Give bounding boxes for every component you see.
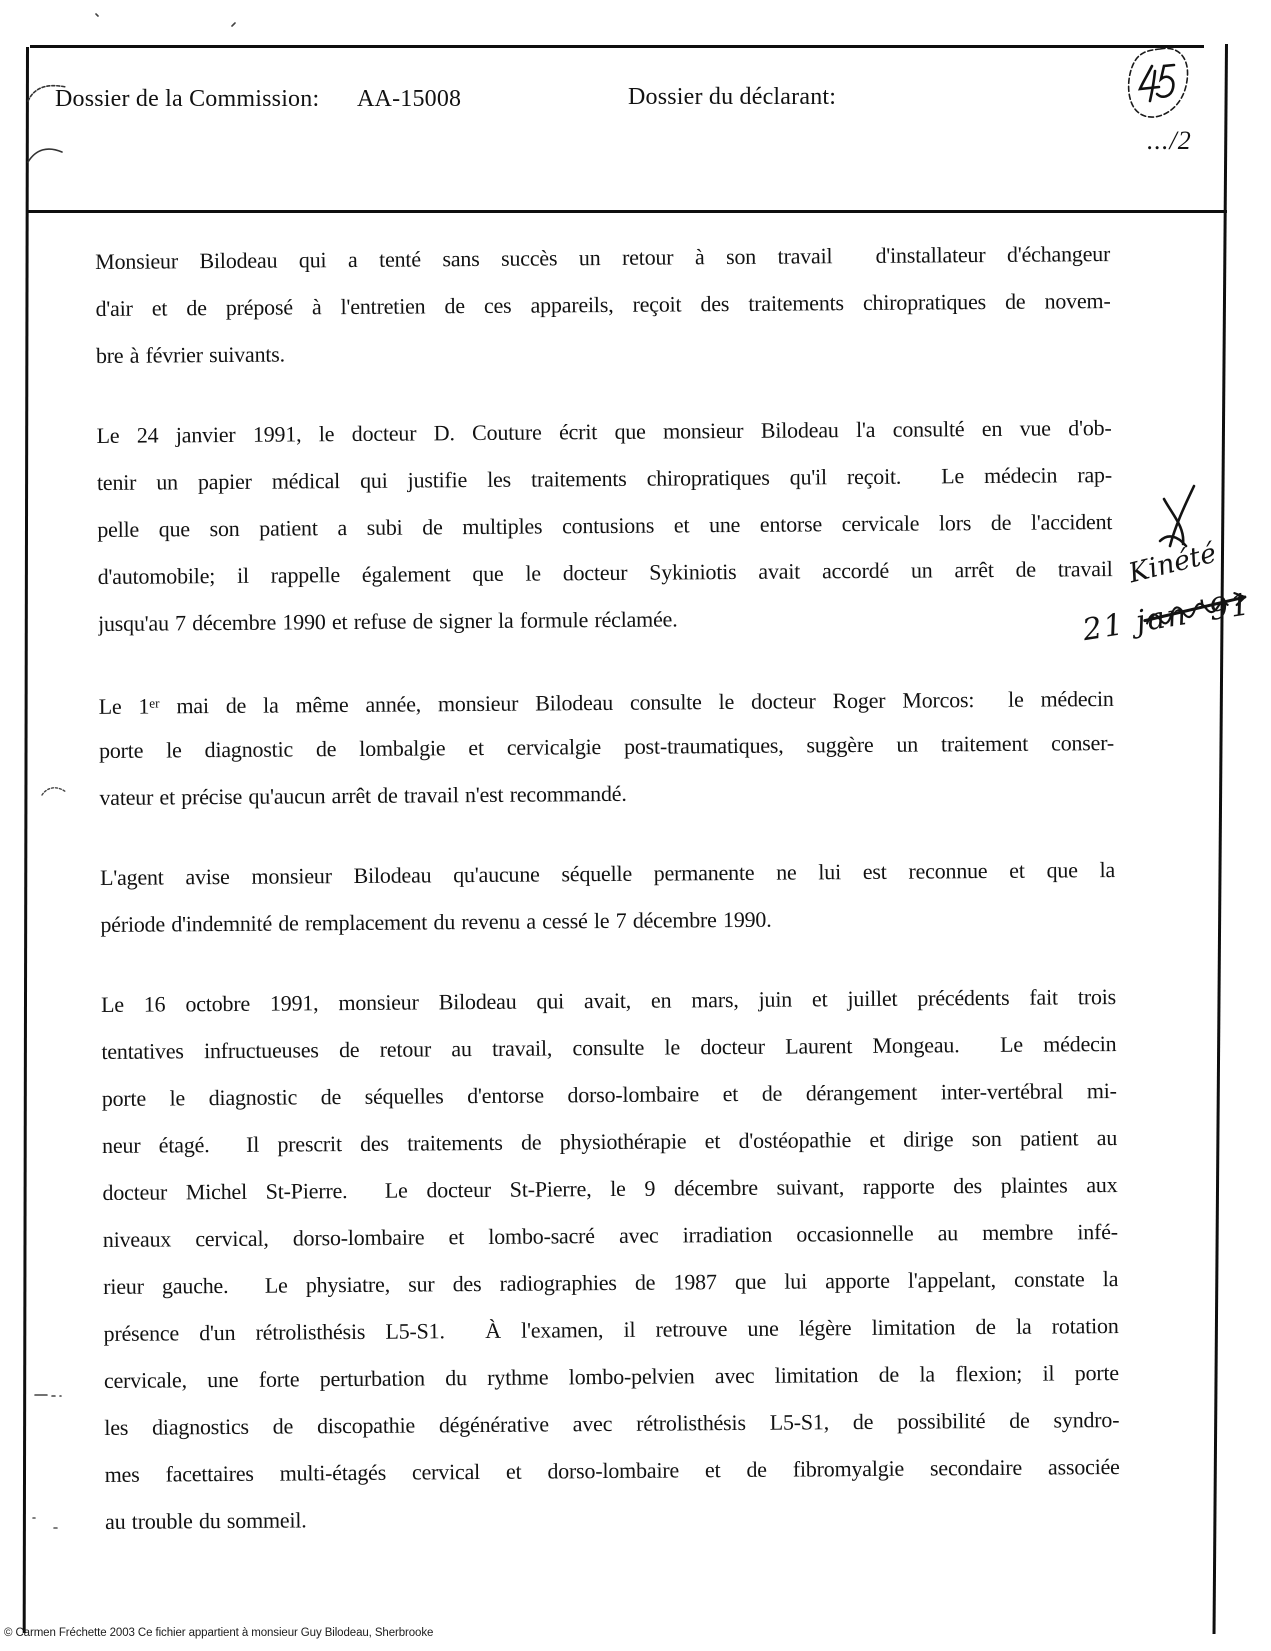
text-line: jusqu'au 7 décembre 1990 et refuse de signer la formule réclamée. (97, 606, 678, 636)
text-line: pelle que son patient a subi de multiples contusions et une entorse cervicale lors de l'accident (97, 509, 1113, 542)
text-line: d'air et de préposé à l'entretien de ces appareils, reçoit des traitements chiropratiques de novem- (95, 288, 1111, 321)
text-line: porte le diagnostic de lombalgie et cervicalgie post-traumatiques, suggère un traitement conser- (98, 730, 1115, 763)
commission-file-label: Dossier de la Commission: (55, 86, 320, 112)
top-scan-speck (92, 8, 242, 36)
text-line: d'automobile; il rappelle également que le docteur Sykiniotis avait accordé un arrêt de travail (97, 556, 1113, 589)
page-indicator: .../2 (1147, 126, 1192, 155)
text-line: au trouble du sommeil. (104, 1507, 307, 1534)
text-line: tenir un papier médical qui justifie les traitements chiropratiques qu'il reçoit. Le médecin rap- (96, 462, 1112, 495)
paragraph (100, 846, 1116, 948)
footer-copyright: © Carmen Fréchette 2003 Ce fichier appartient à monsieur Guy Bilodeau, Sherbrooke (4, 1627, 434, 1639)
paragraph (101, 973, 1120, 1545)
text-line: Le 1er mai de la même année, monsieur Bilodeau consulte le docteur Roger Morcos: le médecin (98, 685, 1114, 719)
text-line: vateur et précise qu'aucun arrêt de travail n'est recommandé. (99, 780, 627, 810)
handwritten-circled-45 (1122, 44, 1200, 126)
text-line: période d'indemnité de remplacement du revenu a cessé le 7 décembre 1990. (100, 906, 772, 937)
text-line: cervicale, une forte perturbation du rythme lombo-pelvien avec limitation de la flexion; il porte (103, 1359, 1120, 1393)
paragraph (98, 672, 1114, 821)
text-line: présence d'un rétrolisthésis L5-S1. À l'examen, il retrouve une légère limitation de la rotation (103, 1312, 1119, 1346)
declarant-file-label: Dossier du déclarant: (628, 84, 837, 110)
margin-pen-mark (26, 80, 68, 104)
margin-scan-speck (34, 1390, 64, 1400)
text-line: porte le diagnostic de séquelles d'entorse dorso-lombaire et de dérangement inter-vertébral mi- (101, 1078, 1117, 1111)
text-line: tentatives infructueuses de retour au travail, consulte le docteur Laurent Mongeau. Le médecin (101, 1031, 1117, 1064)
margin-scan-speck (30, 1512, 64, 1534)
document-text (95, 230, 1120, 1578)
text-line: L'agent avise monsieur Bilodeau qu'aucune séquelle permanente ne lui est reconnue et que la (99, 857, 1116, 890)
text-line: neur étagé. Il prescrit des traitements de physiothérapie et d'ostéopathie et dirige son patient au (102, 1125, 1118, 1158)
paragraph (96, 404, 1113, 647)
text-line: mes facettaires multi-étagés cervical et dorso-lombaire et de fibromyalgie secondaire associée (104, 1453, 1120, 1487)
commission-file-number: AA-15008 (357, 86, 462, 112)
page-right-border (1213, 44, 1228, 1634)
text-line: niveaux cervical, dorso-lombaire et lombo-sacré avec irradiation occasionnelle au membre infé- (102, 1218, 1118, 1252)
text-line: docteur Michel St-Pierre. Le docteur St-Pierre, le 9 décembre suivant, rapporte des plaintes aux (102, 1171, 1118, 1205)
handwritten-margin-date: 21 jan '91 (1080, 586, 1254, 649)
text-line: bre à février suivants. (95, 341, 286, 368)
text-line: les diagnostics de discopathie dégénérative avec rétrolisthésis L5-S1, de possibilité de syndro- (104, 1406, 1120, 1440)
margin-pen-mark (40, 784, 68, 798)
margin-pen-mark (26, 144, 66, 166)
text-line: Le 16 octobre 1991, monsieur Bilodeau qui avait, en mars, juin et juillet précédents fait trois (100, 984, 1117, 1017)
paragraph (95, 230, 1111, 379)
text-line: Monsieur Bilodeau qui a tenté sans succès un retour à son travail d'installateur d'échangeur (95, 241, 1111, 274)
page-left-border (23, 47, 29, 1633)
page-top-border (30, 45, 1204, 48)
handwritten-margin-word: Kinété (1125, 537, 1220, 590)
header-box-bottom-border (26, 210, 1227, 213)
text-line: Le 24 janvier 1991, le docteur D. Couture écrit que monsieur Bilodeau l'a consulté en vue d'ob- (96, 415, 1112, 448)
text-line: rieur gauche. Le physiatre, sur des radiographies de 1987 que lui apporte l'appelant, constate la (103, 1265, 1119, 1299)
